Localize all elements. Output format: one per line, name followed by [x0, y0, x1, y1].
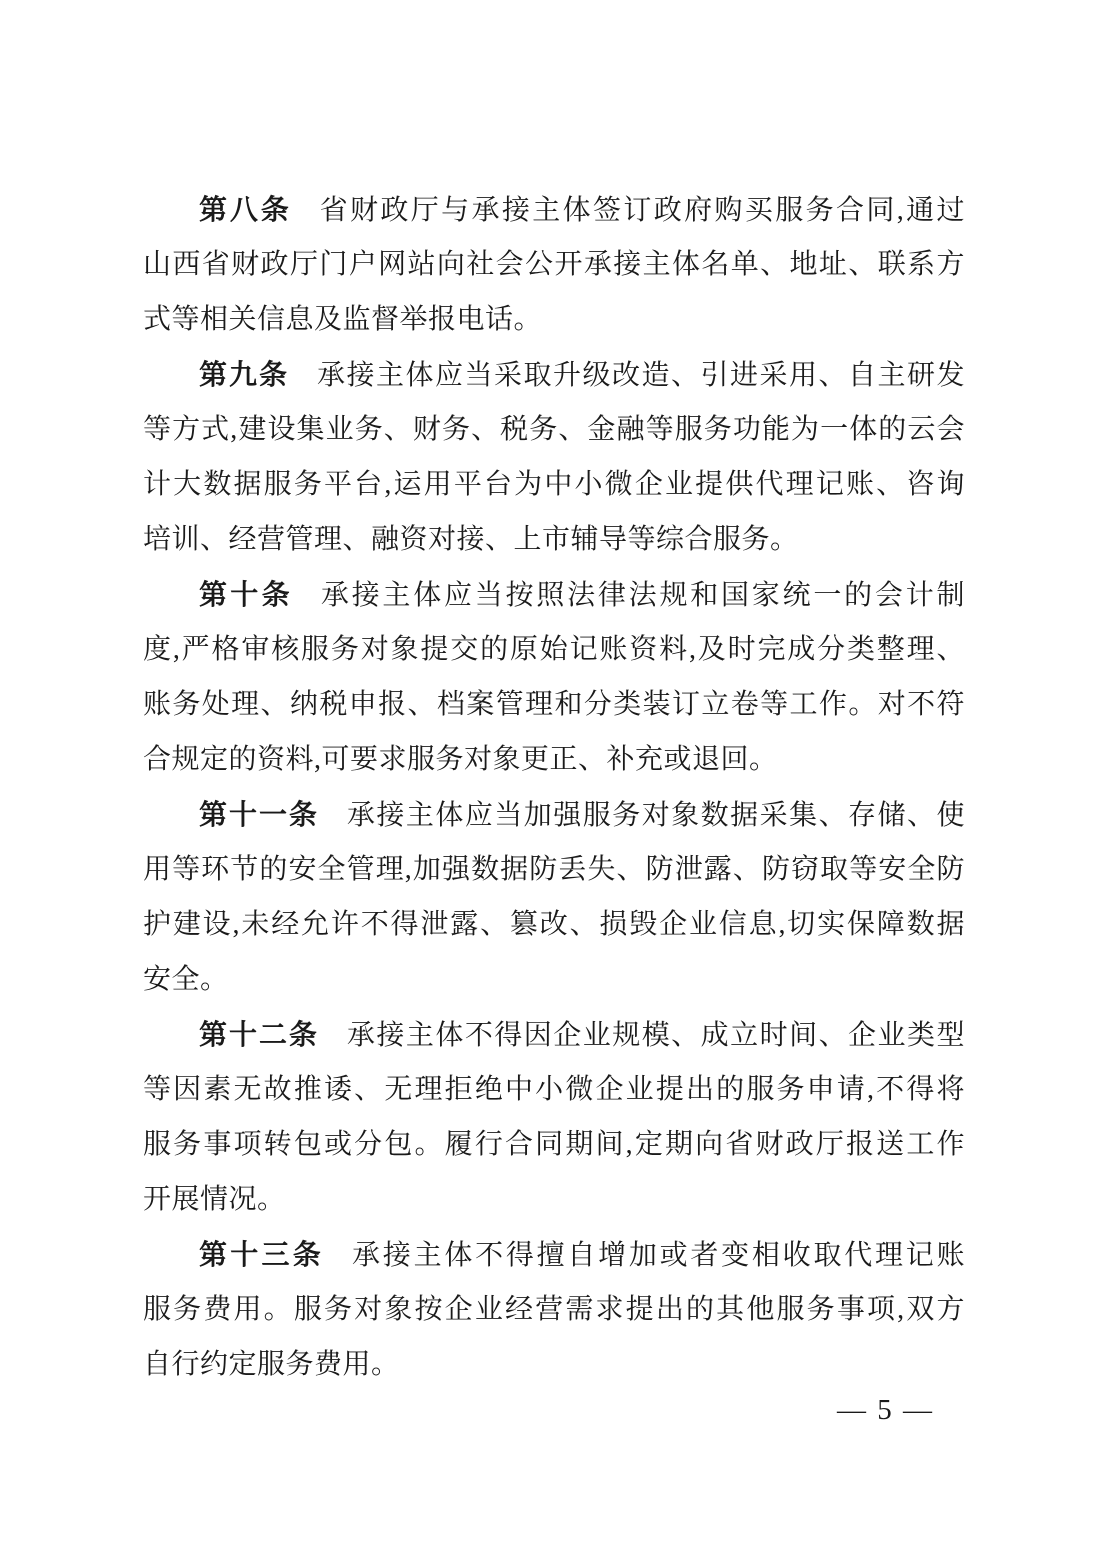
- article-number: 第十条: [199, 579, 293, 610]
- document-line: [143, 1117, 965, 1172]
- line-text: 等因素无故推诿、无理拒绝中小微企业提出的服务申请,不得将: [143, 1074, 965, 1105]
- document-line: [143, 1062, 965, 1117]
- line-text: 服务事项转包或分包。履行合同期间,定期向省财政厅报送工作: [143, 1129, 965, 1160]
- line-text: 承接主体应当按照法律法规和国家统一的会计制: [320, 580, 965, 611]
- page-number: — 5 —: [837, 1394, 934, 1426]
- line-text: 度,严格审核服务对象提交的原始记账资料,及时完成分类整理、: [143, 634, 965, 665]
- line-text: 合规定的资料,可要求服务对象更正、补充或退回。: [143, 744, 778, 775]
- document-line: [143, 237, 965, 292]
- document-line: [143, 842, 965, 897]
- article-number: 第十一条: [199, 799, 319, 830]
- line-text: 自行约定服务费用。: [143, 1349, 400, 1380]
- line-text: 安全。: [143, 964, 229, 995]
- line-text: 开展情况。: [143, 1184, 286, 1215]
- article-number: 第八条: [199, 194, 292, 225]
- article-number: 第十三条: [199, 1239, 325, 1270]
- article-number: 第九条: [199, 359, 289, 390]
- line-text: 承接主体不得擅自增加或者变相收取代理记账: [352, 1240, 965, 1271]
- document-line: [143, 952, 965, 1007]
- document-line: [143, 512, 965, 567]
- line-text: 护建设,未经允许不得泄露、篡改、损毁企业信息,切实保障数据: [143, 909, 965, 940]
- document-line: [143, 1282, 965, 1337]
- document-line: [143, 1337, 965, 1392]
- article-number: 第十二条: [199, 1019, 319, 1050]
- line-text: 式等相关信息及监督举报电话。: [143, 304, 543, 335]
- document-line: [143, 897, 965, 952]
- line-text: 省财政厅与承接主体签订政府购买服务合同,通过: [319, 195, 965, 226]
- line-text: 山西省财政厅门户网站向社会公开承接主体名单、地址、联系方: [143, 249, 965, 280]
- line-text: 计大数据服务平台,运用平台为中小微企业提供代理记账、咨询: [143, 469, 965, 500]
- document-line: [143, 457, 965, 512]
- line-text: 账务处理、纳税申报、档案管理和分类装订立卷等工作。对不符: [143, 689, 965, 720]
- line-text: 承接主体不得因企业规模、成立时间、企业类型: [346, 1020, 965, 1051]
- line-text: 承接主体应当加强服务对象数据采集、存储、使: [346, 800, 965, 831]
- line-text: 服务费用。服务对象按企业经营需求提出的其他服务事项,双方: [143, 1294, 965, 1325]
- line-text: 培训、经营管理、融资对接、上市辅导等综合服务。: [143, 524, 799, 555]
- document-line: [143, 182, 965, 237]
- line-text: 承接主体应当采取升级改造、引进采用、自主研发: [317, 360, 965, 391]
- line-text: 等方式,建设集业务、财务、税务、金融等服务功能为一体的云会: [143, 414, 965, 445]
- document-line: [143, 622, 965, 677]
- document-line: [143, 1227, 965, 1282]
- line-text: 用等环节的安全管理,加强数据防丢失、防泄露、防窃取等安全防: [143, 854, 965, 885]
- document-line: [143, 1007, 965, 1062]
- document-line: [143, 347, 965, 402]
- document-line: [143, 402, 965, 457]
- document-line: [143, 567, 965, 622]
- document-line: [143, 1172, 965, 1227]
- document-line: [143, 732, 965, 787]
- document-body: [143, 182, 965, 1392]
- document-line: [143, 677, 965, 732]
- document-line: [143, 292, 965, 347]
- document-line: [143, 787, 965, 842]
